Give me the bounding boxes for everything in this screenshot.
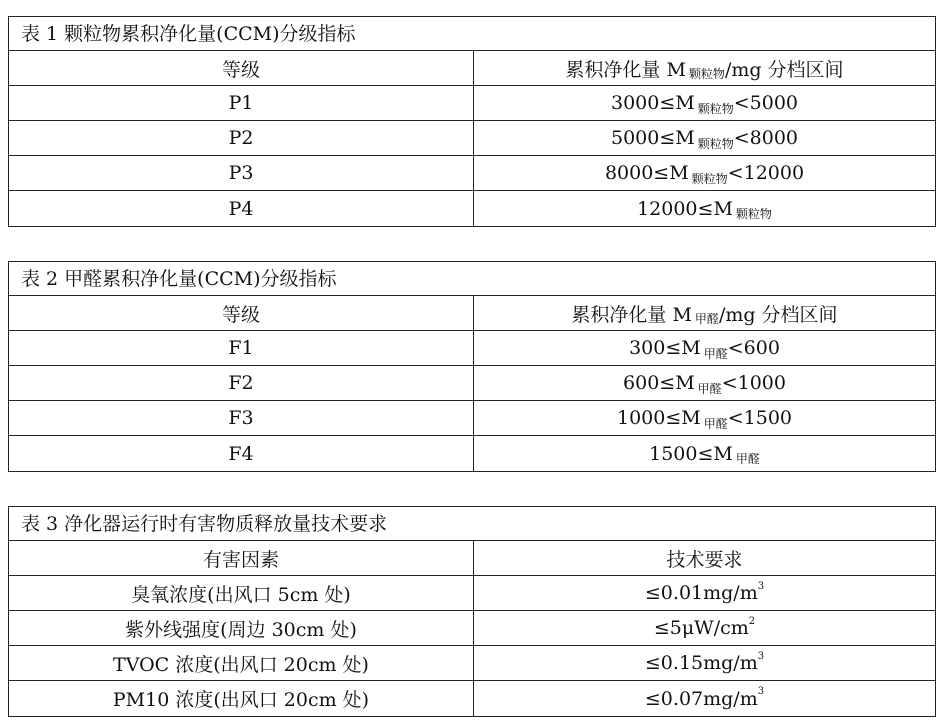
requirement-cell xyxy=(474,681,935,716)
range-lower: 8000≤M xyxy=(604,162,689,184)
range-upper: <600 xyxy=(727,337,780,359)
range-lower: 5000≤M xyxy=(610,127,695,149)
range-subscript: 甲醛 xyxy=(697,381,722,396)
header-range-unit: /mg 分档区间 xyxy=(724,58,844,81)
range-cell xyxy=(474,331,935,365)
particulate-ccm-table xyxy=(8,16,936,227)
range-upper: <12000 xyxy=(727,162,805,184)
range-lower: 1000≤M xyxy=(616,407,701,429)
grade-cell: P4 xyxy=(9,191,474,226)
range-subscript: 颗粒物 xyxy=(697,136,734,151)
table-row xyxy=(9,156,935,191)
unit-superscript: 3 xyxy=(757,686,765,697)
table-row xyxy=(9,86,935,121)
header-range-unit: /mg 分档区间 xyxy=(718,303,838,326)
requirement-value: ≤0.07mg/m xyxy=(644,687,758,710)
table-title: 表 2 甲醛累积净化量(CCM)分级指标 xyxy=(9,262,935,296)
grade-cell: P1 xyxy=(9,86,474,120)
table-row xyxy=(9,331,935,366)
range-cell xyxy=(474,121,935,155)
unit-superscript: 3 xyxy=(757,580,765,592)
range-subscript: 甲醛 xyxy=(735,452,760,466)
factor-cell: 臭氧浓度(出风口 5cm 处) xyxy=(9,576,474,610)
header-range-text: 累积净化量 M xyxy=(571,303,692,326)
table-row xyxy=(9,646,935,681)
range-lower: 12000≤M xyxy=(637,197,733,220)
grade-cell: F1 xyxy=(9,331,474,365)
header-grade: 等级 xyxy=(9,296,474,330)
harmful-emission-table xyxy=(8,506,936,717)
header-requirement: 技术要求 xyxy=(666,548,743,571)
range-cell xyxy=(474,156,935,190)
unit-superscript: 2 xyxy=(748,615,756,627)
table-row xyxy=(9,366,935,401)
range-subscript: 颗粒物 xyxy=(697,101,734,116)
unit-superscript: 3 xyxy=(757,650,765,662)
table-row xyxy=(9,401,935,436)
header-range xyxy=(474,51,935,85)
table-title: 表 3 净化器运行时有害物质释放量技术要求 xyxy=(9,507,935,541)
factor-cell: PM10 浓度(出风口 20cm 处) xyxy=(9,681,474,716)
range-upper: <1500 xyxy=(727,407,793,429)
range-lower: 300≤M xyxy=(629,337,701,359)
requirement-value: ≤0.15mg/m xyxy=(644,652,758,674)
factor-cell: 紫外线强度(周边 30cm 处) xyxy=(9,611,474,645)
range-cell xyxy=(474,401,935,435)
range-upper: <1000 xyxy=(721,372,786,394)
range-subscript: 颗粒物 xyxy=(735,207,772,221)
range-upper: <5000 xyxy=(733,92,799,114)
grade-cell: F4 xyxy=(9,436,474,471)
range-cell xyxy=(474,436,935,471)
requirement-value: ≤0.01mg/m xyxy=(644,582,758,604)
range-cell xyxy=(474,191,935,226)
requirement-cell xyxy=(474,611,935,645)
table-row xyxy=(9,576,935,611)
range-cell xyxy=(474,86,935,120)
range-subscript: 颗粒物 xyxy=(691,171,728,186)
grade-cell: P2 xyxy=(9,121,474,155)
header-range-subscript: 甲醛 xyxy=(694,311,719,326)
range-lower: 3000≤M xyxy=(610,92,695,114)
table-row xyxy=(9,436,935,471)
table-title: 表 1 颗粒物累积净化量(CCM)分级指标 xyxy=(9,17,935,51)
requirement-value: ≤5μW/cm xyxy=(653,617,749,639)
table-row xyxy=(9,611,935,646)
table-row xyxy=(9,681,935,716)
table-header-row xyxy=(9,541,935,576)
header-range-subscript: 颗粒物 xyxy=(688,66,725,81)
range-upper: <8000 xyxy=(733,127,799,149)
table-row xyxy=(9,121,935,156)
table-header-row xyxy=(9,51,935,86)
requirement-cell xyxy=(474,576,935,610)
range-subscript: 甲醛 xyxy=(703,416,728,431)
table-row xyxy=(9,191,935,226)
grade-cell: F3 xyxy=(9,401,474,435)
header-factor: 有害因素 xyxy=(9,541,474,575)
formaldehyde-ccm-table xyxy=(8,261,936,472)
range-lower: 1500≤M xyxy=(649,442,733,465)
header-range xyxy=(474,296,935,330)
requirement-cell xyxy=(474,646,935,680)
range-cell xyxy=(474,366,935,400)
header-range-text: 累积净化量 M xyxy=(565,58,686,81)
header-grade: 等级 xyxy=(9,51,474,85)
range-lower: 600≤M xyxy=(623,372,695,394)
grade-cell: P3 xyxy=(9,156,474,190)
table-header-row xyxy=(9,296,935,331)
factor-cell: TVOC 浓度(出风口 20cm 处) xyxy=(9,646,474,680)
grade-cell: F2 xyxy=(9,366,474,400)
range-subscript: 甲醛 xyxy=(703,346,728,361)
